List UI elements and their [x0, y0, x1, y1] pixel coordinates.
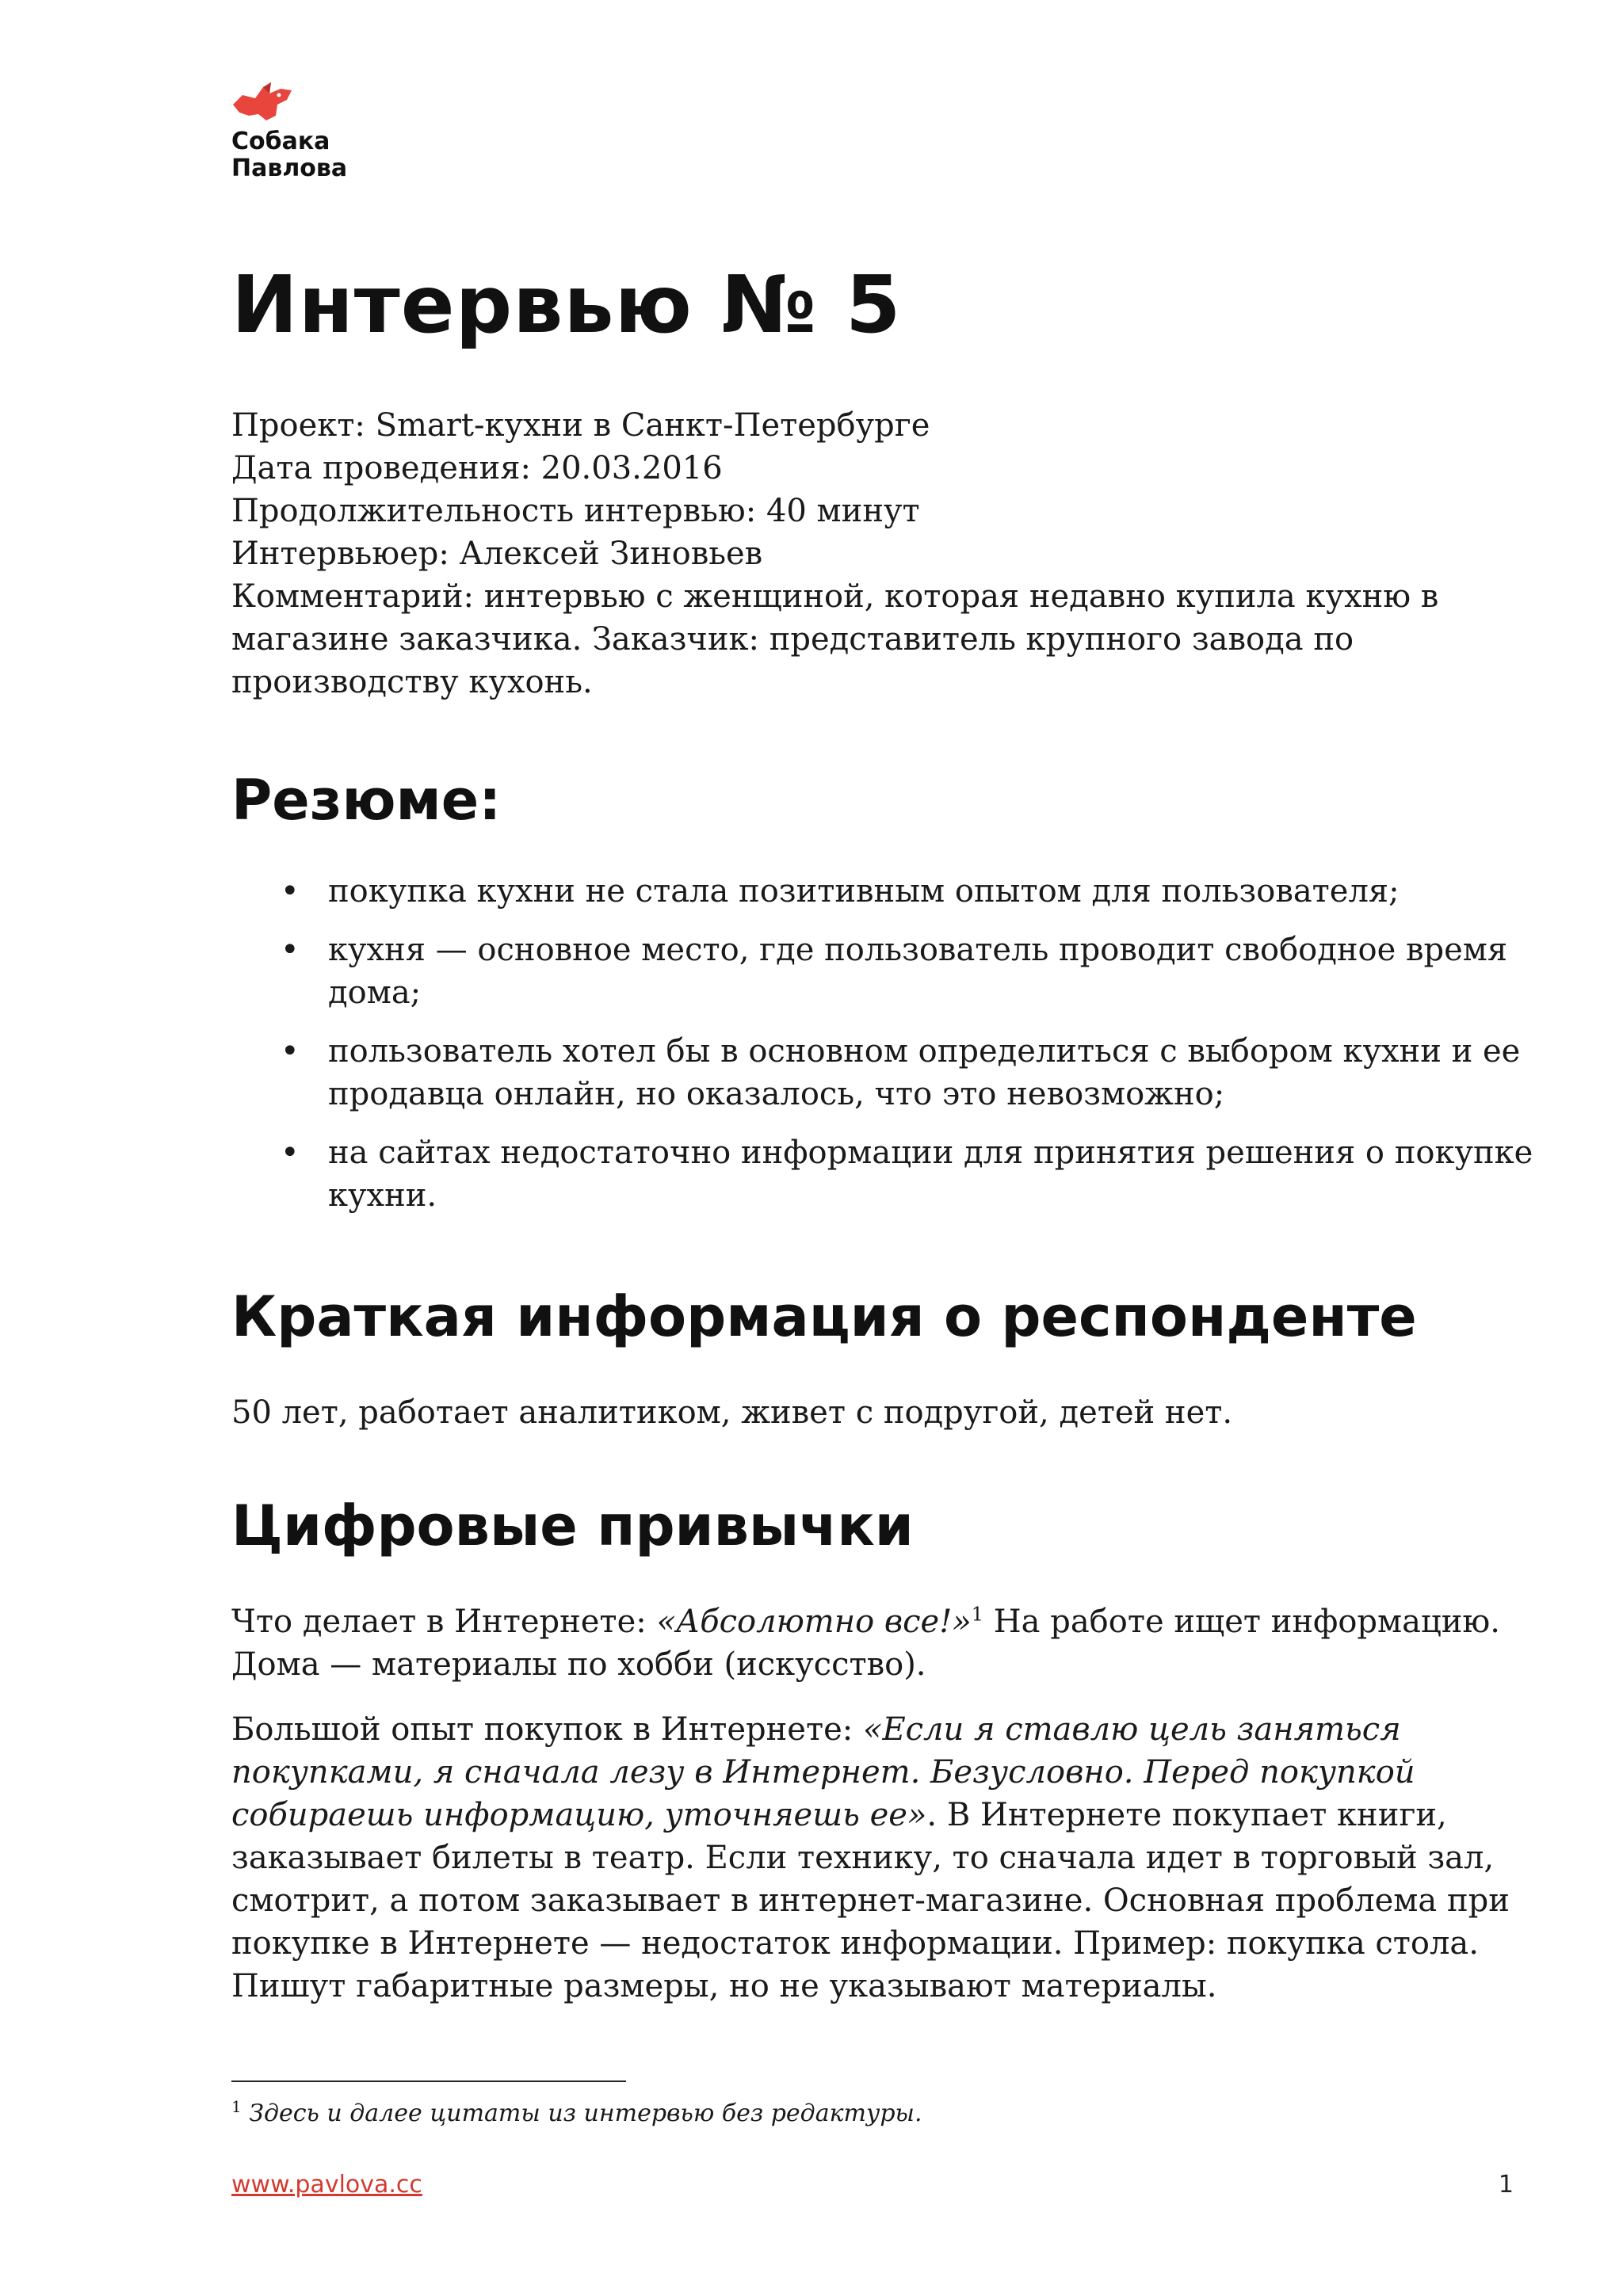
meta-date: Дата проведения: 20.03.2016 — [231, 450, 723, 486]
meta-project: Проект: Smart-кухни в Санкт-Петербурге — [231, 407, 930, 444]
p1-quote: «Абсолютно все!» — [656, 1604, 972, 1640]
brand-name-line1: Собака — [231, 128, 330, 155]
p1-lead: Что делает в Интернете: — [231, 1604, 657, 1640]
meta-interviewer: Интервьюер: Алексей Зиновьев — [231, 536, 763, 572]
respondent-heading: Краткая информация о респонденте — [231, 1284, 1417, 1349]
digital-paragraph-1 — [231, 1600, 1539, 1686]
summary-heading: Резюме: — [231, 768, 502, 833]
footnote-ref[interactable]: 1 — [971, 1603, 984, 1626]
digital-paragraph-2 — [231, 1708, 1539, 2008]
list-item — [231, 1030, 1539, 1116]
respondent-text: 50 лет, работает аналитиком, живет с подругой, детей нет. — [231, 1394, 1233, 1431]
bullet-glyph: • — [281, 932, 300, 968]
brand-logo — [231, 81, 390, 182]
brand-name-line2: Павлова — [231, 154, 348, 182]
p1-rest: На работе ищет информацию. Дома — материалы по хобби (искусство). — [231, 1604, 1500, 1683]
p2-rest: . В Интернете покупает книги, заказывает билеты в театр. Если технику, то сначала идет в торговый зал, смотрит, а потом заказывает в интернет-магазине. Основная проблема при покупке в Интернете — недостаток информации. Пример: покупка стола. Пишут габаритные размеры, но не указывают материалы. — [231, 1797, 1510, 2004]
meta-comment: Комментарий: интервью с женщиной, которая недавно купила кухню в магазине заказчика. Заказчик: представитель крупного завода по производству кухонь. — [231, 578, 1439, 700]
list-item — [231, 1131, 1539, 1217]
summary-item-text: на сайтах недостаточно информации для принятия решения о покупке кухни. — [328, 1135, 1533, 1214]
summary-item-text: кухня — основное место, где пользователь проводит свободное время дома; — [328, 932, 1508, 1011]
dog-head-icon — [231, 81, 293, 125]
footnote-text: Здесь и далее цитаты из интервью без редактуры. — [249, 2100, 922, 2127]
meta-duration: Продолжительность интервью: 40 минут — [231, 493, 920, 529]
list-item — [231, 929, 1539, 1014]
digital-habits-heading: Цифровые привычки — [231, 1493, 914, 1558]
bullet-glyph: • — [281, 873, 300, 910]
website-link[interactable]: www.pavlova.cc — [231, 2171, 422, 2199]
footnote — [231, 2098, 1499, 2130]
summary-item-text: пользователь хотел бы в основном определиться с выбором кухни и ее продавца онлайн, но оказалось, что это невозможно; — [328, 1033, 1521, 1112]
summary-list — [231, 870, 1539, 1233]
footnote-number: 1 — [231, 2097, 242, 2116]
document-title: Интервью № 5 — [231, 258, 902, 351]
bullet-glyph: • — [281, 1135, 300, 1171]
bullet-glyph: • — [281, 1033, 300, 1070]
list-item — [231, 870, 1539, 913]
footnote-divider — [231, 2081, 626, 2082]
p2-quote: «Если я ставлю цель заняться покупками, я сначала лезу в Интернет. Безусловно. Перед покупкой собираешь информацию, уточняешь ее» — [231, 1711, 1415, 1833]
p2-lead: Большой опыт покупок в Интернете: — [231, 1711, 863, 1748]
summary-item-text: покупка кухни не стала позитивным опытом для пользователя; — [328, 873, 1400, 910]
interview-meta — [231, 404, 1539, 704]
page-number: 1 — [1498, 2171, 1514, 2199]
